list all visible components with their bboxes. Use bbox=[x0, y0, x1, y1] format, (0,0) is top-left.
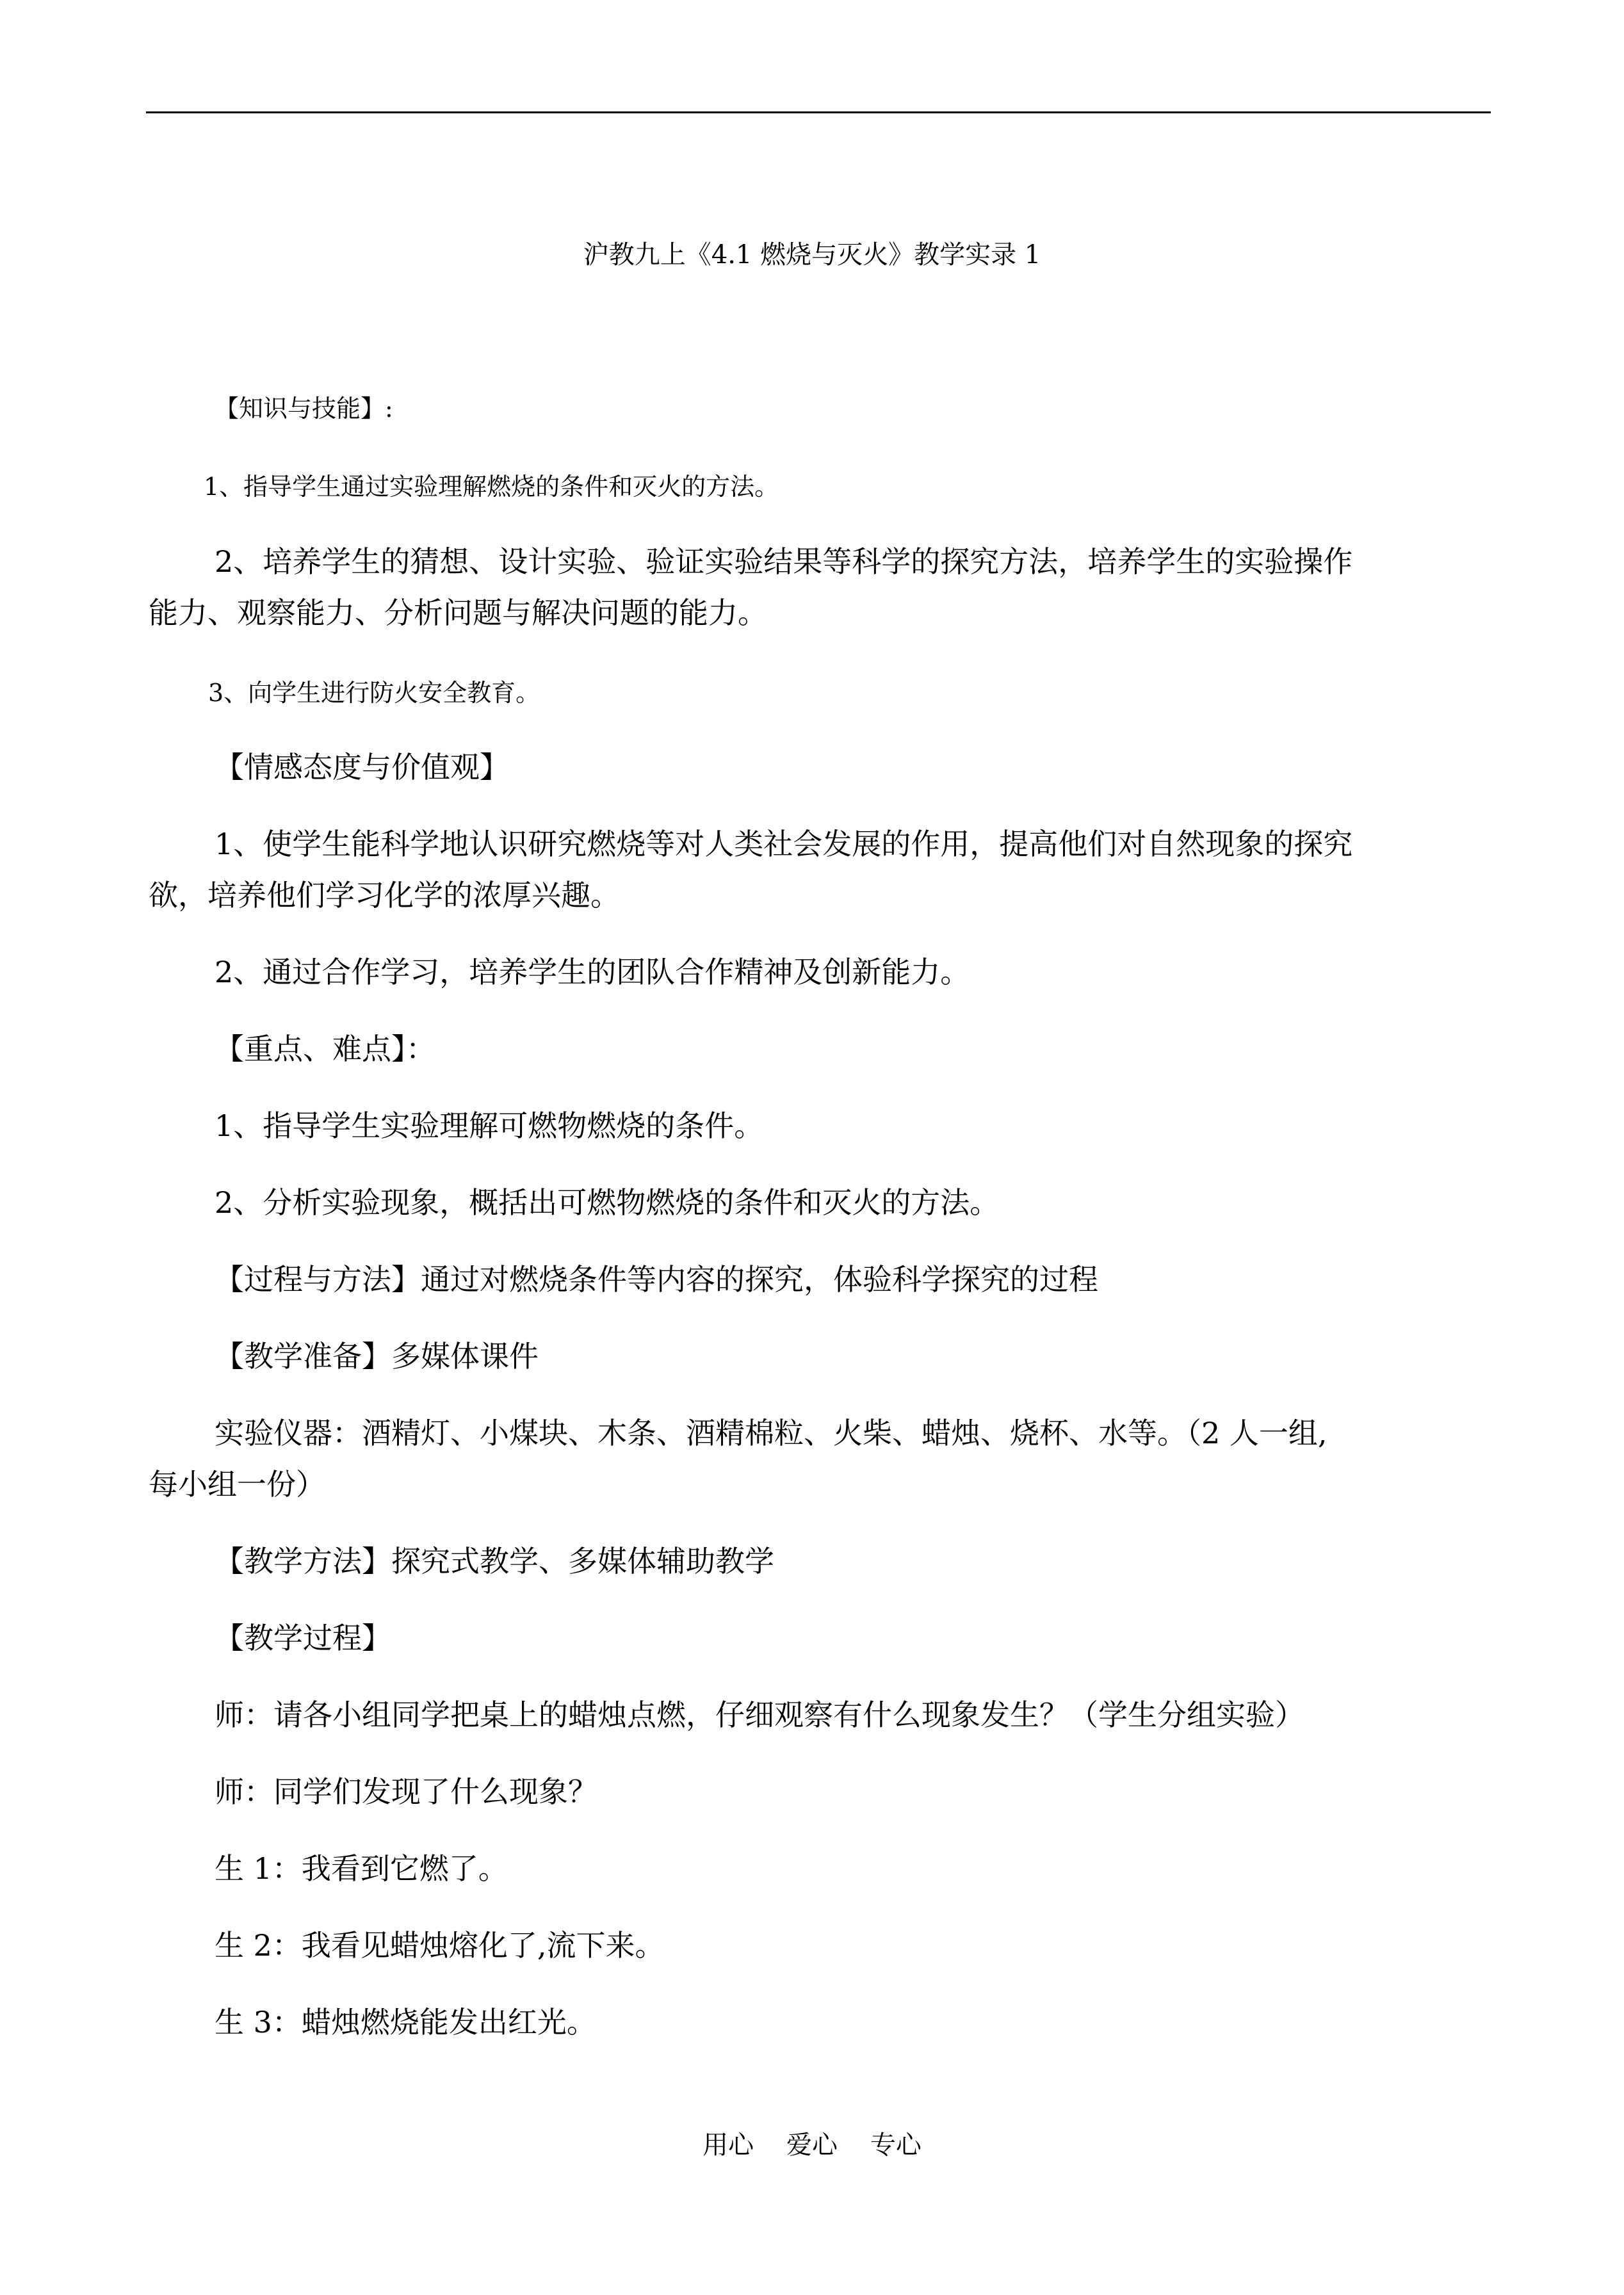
page-footer: 用心 爱心 专心 bbox=[702, 2130, 922, 2160]
dialogue-line: 生 2：我看见蜡烛熔化了,流下来。 bbox=[215, 1928, 665, 1963]
paragraph-line: 1、指导学生实验理解可燃物燃烧的条件。 bbox=[215, 1108, 764, 1143]
header-rule bbox=[146, 111, 1491, 113]
section-heading-process: 【过程与方法】通过对燃烧条件等内容的探究，体验科学探究的过程 bbox=[215, 1262, 1098, 1297]
paragraph-line: 实验仪器：酒精灯、小煤块、木条、酒精棉粒、火柴、蜡烛、烧杯、水等。（2 人一组, bbox=[215, 1416, 1328, 1450]
paragraph-line: 能力、观察能力、分析问题与解决问题的能力。 bbox=[149, 596, 767, 630]
section-heading-emotion: 【情感态度与价值观】 bbox=[215, 750, 509, 784]
section-heading-teaching-process: 【教学过程】 bbox=[215, 1621, 391, 1655]
dialogue-line: 生 1：我看到它燃了。 bbox=[215, 1851, 508, 1886]
paragraph-line: 欲，培养他们学习化学的浓厚兴趣。 bbox=[149, 878, 620, 912]
paragraph-line: 2、培养学生的猜想、设计实验、验证实验结果等科学的探究方法，培养学生的实验操作 bbox=[215, 544, 1353, 579]
paragraph-line: 2、通过合作学习，培养学生的团队合作精神及创新能力。 bbox=[215, 955, 970, 989]
paragraph-line: 1、使学生能科学地认识研究燃烧等对人类社会发展的作用，提高他们对自然现象的探究 bbox=[215, 827, 1353, 861]
section-heading-knowledge: 【知识与技能】: bbox=[215, 394, 393, 423]
paragraph-line: 每小组一份） bbox=[149, 1467, 325, 1502]
section-heading-preparation: 【教学准备】多媒体课件 bbox=[215, 1339, 539, 1374]
dialogue-line: 师：请各小组同学把桌上的蜡烛点燃，仔细观察有什么现象发生？（学生分组实验） bbox=[215, 1698, 1304, 1732]
dialogue-line: 生 3：蜡烛燃烧能发出红光。 bbox=[215, 2005, 596, 2040]
paragraph-line: 1、指导学生通过实验理解燃烧的条件和灭火的方法。 bbox=[204, 473, 779, 501]
section-heading-key-points: 【重点、难点】： bbox=[215, 1032, 435, 1066]
section-heading-methods: 【教学方法】探究式教学、多媒体辅助教学 bbox=[215, 1544, 774, 1578]
document-title: 沪教九上《4.1 燃烧与灭火》教学实录 1 bbox=[583, 240, 1041, 270]
paragraph-line: 2、分析实验现象，概括出可燃物燃烧的条件和灭火的方法。 bbox=[215, 1185, 1000, 1220]
dialogue-line: 师：同学们发现了什么现象？ bbox=[215, 1774, 597, 1809]
paragraph-line: 3、向学生进行防火安全教育。 bbox=[208, 679, 540, 707]
